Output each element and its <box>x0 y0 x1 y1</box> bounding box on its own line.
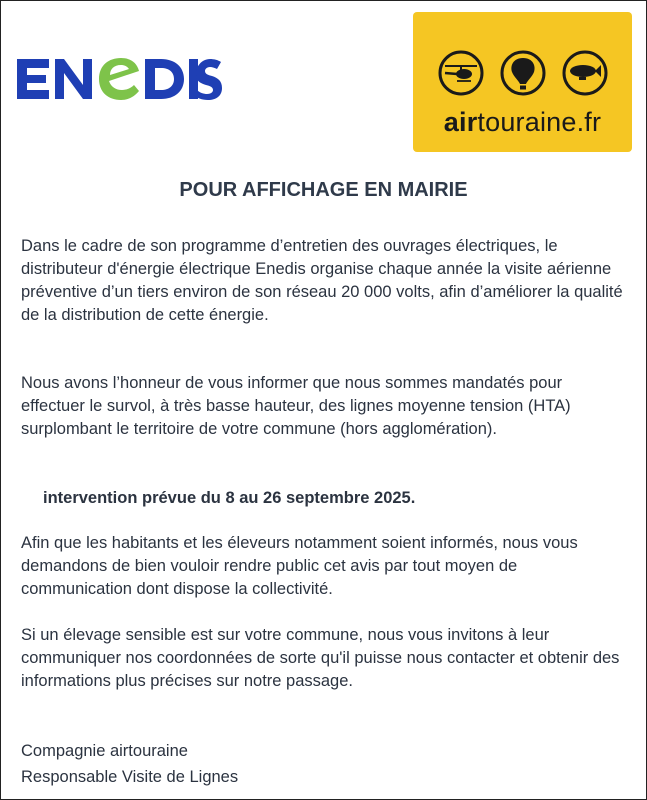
intervention-dates: intervention prévue du 8 au 26 septembre 2025. <box>43 489 416 507</box>
helicopter-icon <box>440 52 482 94</box>
airship-icon <box>564 52 606 94</box>
signature-role: Responsable Visite de Lignes <box>21 768 239 786</box>
airtouraine-logo <box>413 12 632 152</box>
signature-company: Compagnie airtouraine <box>21 742 188 760</box>
airtouraine-wordmark: airtouraine.fr <box>443 107 602 137</box>
hot-air-balloon-icon <box>502 52 544 94</box>
page-title: POUR AFFICHAGE EN MAIRIE <box>179 179 468 201</box>
paragraph-intro: Dans le cadre de son programme d’entretien des ouvrages électriques, le distributeur d'énergie électrique Enedis organise chaque année la visite aérienne préventive d’un tiers environ de son réseau 20 000 volts, afin d’améliorer la qualité de la distribution de cette énergie. <box>21 237 623 324</box>
enedis-logo <box>13 49 223 109</box>
paragraph-publicity: Afin que les habitants et les éleveurs notamment soient informés, nous vous demandons de bien vouloir rendre public cet avis par tout moyen de communication dont dispose la collectivité. <box>21 534 578 598</box>
paragraph-information: Nous avons l’honneur de vous informer que nous sommes mandatés pour effectuer le survol, à très basse hauteur, des lignes moyenne tension (HTA) surplombant le territoire de votre commune (hors agglomération). <box>21 374 571 438</box>
paragraph-sensitive-farming: Si un élevage sensible est sur votre commune, nous vous invitons à leur communiquer nos coordonnées de sorte qu'il puisse nous contacter et obtenir des informations plus précises sur notre passage. <box>21 626 620 690</box>
